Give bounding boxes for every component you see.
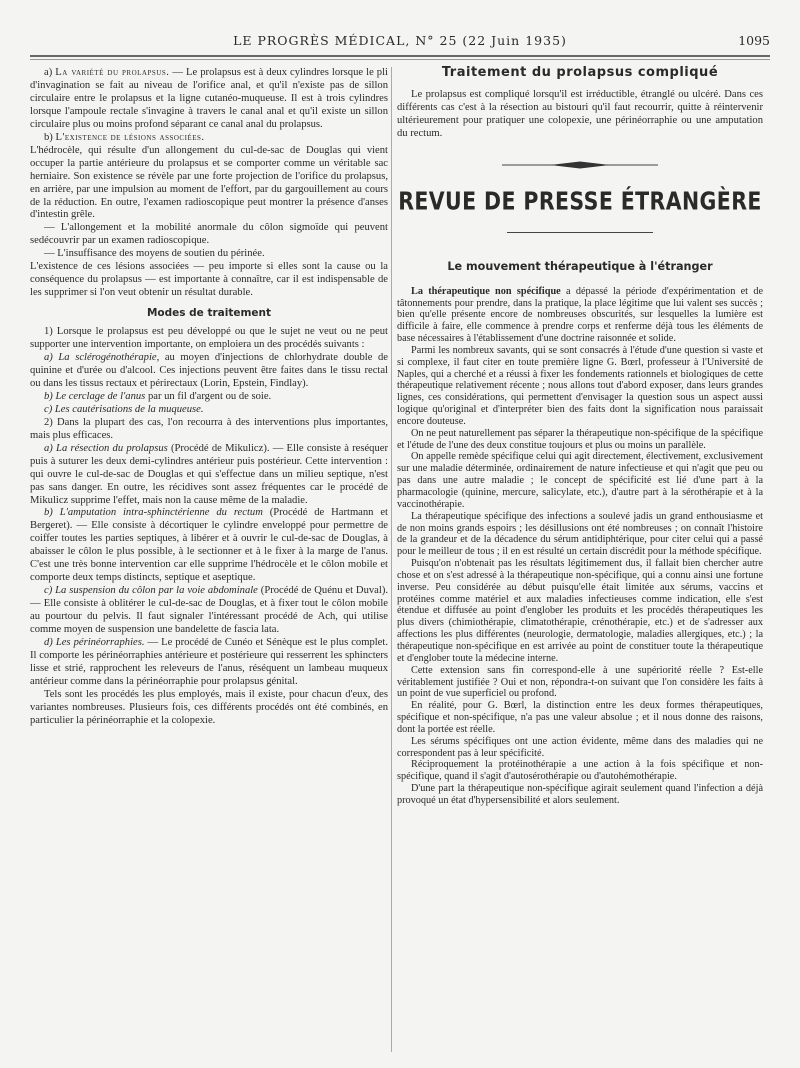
paragraph-r9: Les sérums spécifiques ont une action évidente, même dans des maladies qui ne correspondent pas à leur spécificité.: [397, 735, 763, 759]
subheading-lesions: L'existence de lésions associées.: [55, 131, 205, 143]
paragraph-text: (Procédé de Mikulicz). — Elle consiste à reséquer puis à suturer les deux demi-cylindres antérieur puis postérieur. Cette intervention : qui ouvre le cul-de-sac de Douglas et qui s'effectue dans un milieu septique, n'est pas sans danger. En outre, les récidives sont assez fréquentes car le procédé de Mikulicz supprime l'effet, mais non la cause même de la maladie.: [30, 442, 388, 506]
lead-term: La thérapeutique non spécifique: [411, 285, 561, 297]
paragraph-text: au moyen d'injections de chlorhydrate double de quinine et d'urée ou d'alcool. Ces injections peuvent être faites dans le tissu rectal ou dans les tissus rectaux et périrectaux (Lorin, Epstein, Findlay).: [30, 352, 388, 389]
item-label: a): [44, 67, 56, 78]
paragraph-conclusion: Tels sont les procédés les plus employés, mais il existe, pour chacun d'eux, des variantes nombreuses. Plusieurs fois, ces différents procédés ont été combinés, en particulier la périnéorraphie et la colopexie.: [30, 688, 388, 726]
paragraph-cauterisations: [30, 404, 388, 417]
heading-modes-traitement: Modes de traitement: [146, 307, 272, 320]
header-rule-thin: [30, 59, 770, 60]
paragraph-complique: Le prolapsus est compliqué lorsqu'il est irréductible, étranglé ou ulcéré. Dans ces différents cas c'est à la résection au bistouri qu'il faut recourrir, quitte à réintervenir ultérieurement pour pratiquer une colopexie, une périnéorraphie ou une amputation du rectum.: [397, 88, 763, 139]
paragraph-lesions-heading: [30, 132, 388, 145]
italic-term: d) Les périnéorraphies.: [44, 636, 145, 648]
left-column: [30, 67, 388, 728]
paragraph-r10: Réciproquement la protéinothérapie a une action à la fois spécifique et non-spécifique, quand il s'agit d'autosérothérapie ou d'autohémothérapie.: [397, 759, 763, 783]
paragraph-suspension: [30, 585, 388, 637]
paragraph-text: — Le procédé de Cunéo et Sénèque est le plus complet. Il comporte les périnéorraphies antérieure et postérieure qui resserrent les sphincters lisse et strié, rapprochent les releveurs de l'anus, réséquent un lambeau muqueux antérieur comme dans la périnéorraphie pour prolapsus génital.: [30, 636, 388, 687]
italic-term: b) Le cerclage de l'anus: [44, 390, 146, 402]
header-rule: [30, 55, 770, 57]
section-title-revue: REVUE DE PRESSE ÉTRANGÈRE: [398, 186, 762, 216]
paragraph-r2: Parmi les nombreux savants, qui se sont consacrés à l'étude d'une question si vaste et si complexe, il faut citer en toute première ligne G. Bœrl, professeur à l'Université de Naples, qui a cherché et a réussi à fixer les fondements rationnels et biologiques de cette thérapeutique relativement récente ; nous allons tout d'abord exposer, dans leurs grandes lignes, ces considérations, qui permettent d'envisager la question sous un aspect aussi logique qu'original et d'interpréter bien des faits dont la signification nous paraissait encore douteuse.: [397, 344, 763, 427]
paragraph-r5: La thérapeutique spécifique des infections a soulevé jadis un grand enthousiasme et de non moins grands espoirs ; les désillusions ont été nombreuses ; on connaît l'histoire de la grandeur et de la décadence du sérum antidiphtérique, pour citer celui qui a passé pour le meilleur de tous ; il en est résulté un certain discrédit pour la méthode spécifique.: [397, 510, 763, 558]
ornament-rule-icon: [397, 155, 763, 175]
italic-term: a) La résection du prolapsus: [44, 442, 168, 454]
revue-rule: [507, 232, 653, 233]
article-title: Le mouvement thérapeutique à l'étranger: [447, 259, 713, 273]
page-number: 1095: [738, 33, 770, 48]
paragraph-text: (Procédé de Hartmann et Bergeret). — Elle consiste à décortiquer le cylindre enveloppé pour permettre de coiffer toutes les parties septiques, à libérer et à ouvrir le cul-de-sac de Douglas, à abaisser le côlon le plus possible, à le sectionner et à le fixer à la marge de l'anus. C'est une très bonne intervention car elle supprime l'hédrocèle et le côlon mobile et comporte deux temps distincts, septique et aseptique.: [30, 507, 388, 584]
running-head: [30, 33, 770, 51]
paragraph-r4: On appelle remède spécifique celui qui agit directement, électivement, exclusivement sur une maladie déterminée, ordinairement de nature infectieuse et qui n'agit que peu ou pas dans une autre maladie ; le concept de spécificité est lié d'une part à la pharmacologie (quinine, mercure, salicylate, etc.), d'autre part à la sérothérapie et à la vaccinothérapie.: [397, 451, 763, 510]
paragraph-allongement: — L'allongement et la mobilité anormale du côlon sigmoïde qui peuvent sedécouvrir par un examen radioscopique.: [30, 222, 388, 247]
italic-term: c) Les cautérisations de la muqueuse.: [44, 403, 204, 415]
paragraph-r6: Puisqu'on n'obtenait pas les résultats légitimement dus, il fallait bien chercher autre chose et on s'est adressé à la thérapeutique non-spécifique, qui a connu ainsi une fortune inverse. Peu considérée au début puisqu'elle était limitée aux sérums, vaccins et protéines comme matériel et aux maladies infectieuses comme indication, elle s'est étendue et diffusée au point d'englober les produits et les procédés thérapeutiques les plus divers (chimiothérapie, climatothérapie, crénothérapie, etc.) et de s'adresser aux affections les plus différentes (neurologie, dermatologie, maladies allergiques, etc.) ; la thérapeutique non-spécifique en est arrivée au point de constituer toute la thérapeutique et d'englober toute la médecine interne.: [397, 558, 763, 664]
paragraph-resection: [30, 443, 388, 508]
paragraph-r8: En réalité, pour G. Bœrl, la distinction entre les deux formes thérapeutiques, spécifique et non-spécifique, n'a pas une valeur absolue ; et il nous donne des raisons, dont la portée est réelle.: [397, 700, 763, 735]
paragraph-existence: L'existence de ces lésions associées — peu importe si elles sont la cause ou la conséquence du prolapsus — est importante à connaître, car il est indispensable de les supprimer si l'on veut obtenir un résultat durable.: [30, 261, 388, 299]
paragraph-1: 1) Lorsque le prolapsus est peu développé ou que le sujet ne veut ou ne peut supporter une intervention importante, on emploiera un des procédés suivants :: [30, 326, 388, 351]
paragraph-amputation: [30, 507, 388, 585]
paragraph-text: a dépassé la période d'expérimentation et de tâtonnements pour prendre, dans la pratique, la place légitime que lui valent ses succès ; bien qu'elle présente encore de nombreuses obscurités, sur lesquelles la lumière est difficile à faire, elle commence à prendre corps et renferme déjà tous les éléments de base nécessaires à l'établissement d'une doctrine raisonnée et solide.: [397, 285, 764, 345]
subheading-variete: La variété du prolapsus.: [55, 67, 170, 78]
column-divider: [391, 67, 392, 1052]
right-column: [397, 67, 763, 807]
italic-term: a) La sclérogénothérapie,: [44, 352, 160, 364]
paragraph-text: par un fil d'argent ou de soie.: [145, 390, 272, 402]
paragraph-hedrocele: L'hédrocèle, qui résulte d'un allongement du cul-de-sac de Douglas qui vient occuper la partie antérieure du prolapsus et se comporter comme un véritable sac herniaire. Son existence se révèle par une forte projection de l'orifice du prolapsus, en arrière, par une impulsion au moment de l'effort, par du gargouillement au cours de la réduction. En outre, l'examen radioscopique peut montrer la présence d'anses d'intestin grêle.: [30, 144, 388, 221]
paragraph-r7: Cette extension sans fin correspond-elle à une supériorité réelle ? Est-elle véritablement justifiée ? Oui et non, répondra-t-on suivant que l'on considère les faits à un point de vue superficiel ou profond.: [397, 664, 763, 700]
ornament-divider: [397, 155, 763, 175]
paragraph-r3: On ne peut naturellement pas séparer la thérapeutique non-spécifique de la spécifique et l'étude de l'une des deux constitue toujours et plus ou moins un parallèle.: [397, 427, 763, 451]
article-body: [397, 286, 763, 807]
italic-term: c) La suspension du côlon par la voie abdominale: [44, 585, 258, 597]
running-title: LE PROGRÈS MÉDICAL, N° 25 (22 Juin 1935): [233, 33, 567, 48]
paragraph-2: 2) Dans la plupart des cas, l'on recourra à des interventions plus importantes, mais plus efficaces.: [30, 416, 388, 441]
paragraph-text: (Procédé de Quénu et Duval). — Elle consiste à oblitérer le cul-de-sac de Douglas, et à fixer tout le côlon mobile au pourtour du pelvis. Il faut signaler l'intéressant procédé de Ach, qui utilise comme moyen de suspension une bandelette de fascia lata.: [30, 585, 389, 636]
item-label: b): [44, 131, 56, 143]
paragraph-sclerogeno: [30, 352, 388, 391]
paragraph-perineorraphies: [30, 637, 388, 689]
paragraph-r1: [397, 286, 763, 345]
paragraph-variete: [30, 67, 388, 132]
paragraph-text: — Le prolapsus est à deux cylindres lorsque le pli d'invagination se fait au niveau de l'orifice anal, et qu'il n'existe pas de sillon circulaire entre le prolapsus et la ligne cutanéo-muqueuse. Il est à trois cylindres lorsque l'ampoule rectale s'invagine à travers le canal anal et qu'il existe un sillon circulaire plus ou moins profond séparant ce canal anal du prolapsus.: [30, 67, 388, 130]
italic-term: b) L'amputation intra-sphinctérienne du rectum: [44, 507, 263, 519]
paragraph-cerclage: [30, 391, 388, 404]
paragraph-insuffisance: — L'insuffisance des moyens de soutien du périnée.: [44, 248, 265, 260]
heading-prolapsus-complique: Traitement du prolapsus compliqué: [441, 65, 719, 80]
paragraph-r11: D'une part la thérapeutique non-spécifique agirait seulement quand l'infection a déjà provoqué un état d'hypersensibilité et alors seulement.: [397, 783, 763, 806]
